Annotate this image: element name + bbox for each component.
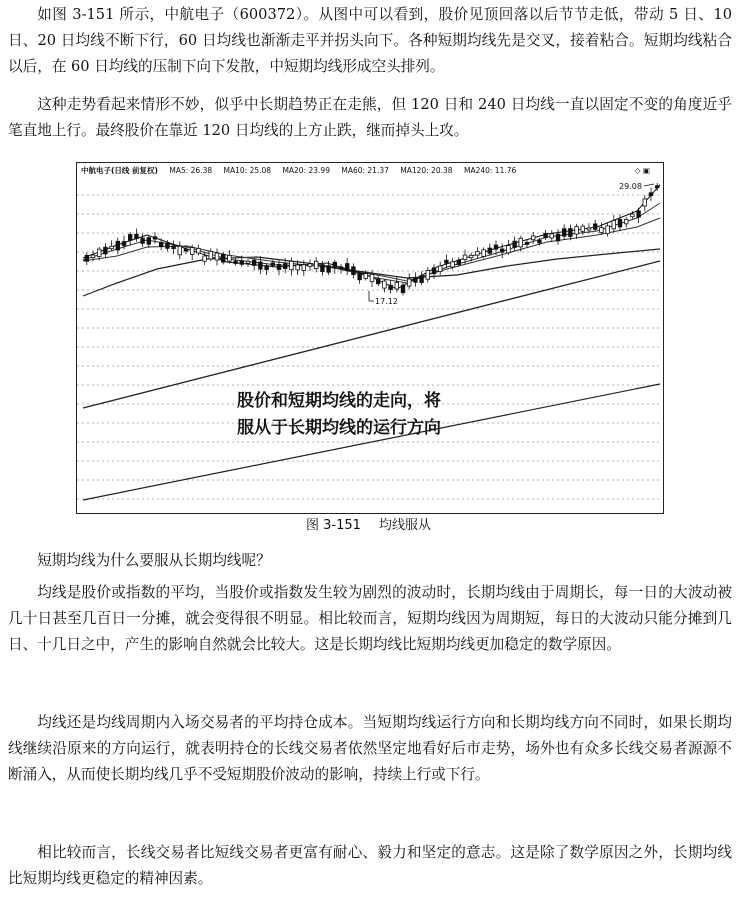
candle-body: [314, 261, 318, 268]
candle-body: [147, 238, 151, 245]
figure-number: 图 3-151: [306, 518, 361, 533]
candle-body: [203, 256, 207, 261]
ma5-readout: MA5: 26.38: [169, 166, 213, 175]
candle-body: [643, 199, 647, 206]
candle-body: [445, 260, 449, 263]
candle-body: [407, 279, 411, 286]
candle-body: [302, 265, 306, 271]
candle-body: [507, 246, 511, 253]
candle-body: [184, 249, 188, 251]
candle-body: [612, 221, 616, 229]
candle-body: [352, 267, 356, 275]
candle-body: [172, 246, 176, 249]
candle-body: [457, 260, 461, 264]
candle-body: [308, 264, 312, 267]
candle-body: [85, 255, 89, 261]
candle-body: [383, 281, 387, 288]
candle-body: [290, 261, 294, 269]
candle-body: [265, 266, 269, 270]
candle-body: [488, 248, 492, 253]
candle-body: [296, 265, 300, 270]
candle-body: [500, 249, 504, 252]
chart-plot: [77, 163, 662, 512]
candle-body: [593, 224, 597, 229]
candle-body: [631, 214, 635, 217]
candle-body: [339, 267, 343, 269]
candle-body: [221, 254, 225, 262]
candle-body: [228, 255, 232, 261]
candle-body: [159, 242, 163, 246]
candle-body: [240, 261, 244, 265]
candle-body: [550, 234, 554, 238]
candle-body: [333, 262, 337, 268]
candle-body: [544, 233, 548, 237]
candle-body: [531, 236, 535, 240]
candle-body: [655, 186, 659, 188]
candle-body: [91, 255, 95, 258]
candle-body: [513, 241, 517, 247]
candle-body: [141, 238, 145, 243]
candle-body: [197, 248, 201, 253]
paragraph-intro: 如图 3-151 所示，中航电子（600372）。从图中可以看到，股价见顶回落以后节节走低，带动 5 日、10 日、20 日均线不断下行，60 日均线也渐渐走平并拐头向下。各种短期均线先是交叉，接着粘合。短期均线粘合以后，在 60 日均线的压制下向下发散，中短期均线形成空头排列。: [8, 6, 732, 75]
candle-body: [128, 234, 132, 240]
chart-header: [77, 163, 663, 179]
candle-body: [562, 229, 566, 236]
candle-body: [178, 246, 182, 254]
paragraph-question: 短期均线为什么要服从长期均线呢？: [37, 552, 271, 569]
candle-body: [271, 263, 275, 265]
high-price-pointer: [644, 184, 654, 186]
candle-body: [637, 211, 641, 217]
candle-body: [438, 266, 442, 272]
candle-body: [376, 279, 380, 284]
candle-body: [525, 242, 529, 244]
high-price-label: 29.08: [619, 182, 642, 191]
candle-body: [476, 251, 480, 255]
paragraph-cost-reason: 均线还是均线周期内入场交易者的平均持仓成本。当短期均线运行方向和长期均线方向不同时，如果长期均线继续沿原来的方向运行，就表明持仓的长线交易者依然坚定地看好后市走势，场外也有众多长线交易者源源不断涌入，从而使长期均线几乎不受短期股价波动的影响，持续上行或下行。: [8, 714, 732, 783]
ma60-line: [83, 249, 660, 296]
ma20-readout: MA20: 23.99: [282, 166, 330, 175]
candle-body: [395, 283, 399, 289]
candle-body: [358, 274, 362, 280]
ma10-readout: MA10: 25.08: [223, 166, 272, 175]
candle-body: [252, 260, 256, 265]
chart-figure: [76, 162, 664, 514]
candle-body: [569, 229, 573, 237]
candle-body: [104, 247, 108, 254]
candle-body: [283, 264, 287, 269]
candle-body: [600, 228, 604, 233]
ma120-line: [83, 261, 660, 408]
ma120-readout: MA120: 20.38: [400, 166, 453, 175]
candle-body: [426, 270, 430, 279]
ma20-line: [83, 218, 660, 281]
annotation-line-2: 服从于长期均线的运行方向: [237, 418, 441, 438]
candle-body: [215, 253, 219, 260]
ma240-readout: MA240: 11.76: [463, 166, 517, 175]
candle-body: [469, 255, 473, 257]
candle-body: [259, 262, 263, 269]
candle-body: [327, 266, 331, 273]
candle-body: [370, 274, 374, 281]
low-price-label: 17.12: [375, 297, 398, 306]
candle-body: [389, 285, 393, 289]
candle-body: [116, 241, 120, 250]
candle-body: [364, 274, 368, 279]
paragraph-spirit-reason: 相比较而言，长线交易者比短线交易者更富有耐心、毅力和坚定的意志。这是除了数学原因之外，长期均线比短期均线更稳定的精神因素。: [8, 844, 732, 887]
figure-title: 均线服从: [378, 518, 431, 533]
candle-body: [414, 278, 418, 282]
candle-body: [401, 285, 405, 293]
candle-body: [556, 234, 560, 241]
stock-name: 中航电子(日线 前复权): [81, 166, 158, 175]
candle-body: [519, 238, 523, 247]
annotation-line-1: 股价和短期均线的走向，将: [237, 391, 441, 411]
candle-body: [494, 245, 498, 249]
candle-body: [587, 228, 591, 230]
candle-body: [482, 250, 486, 257]
candle-body: [209, 251, 213, 259]
candle-body: [606, 226, 610, 234]
candle-body: [420, 276, 424, 283]
paragraph-trend: 这种走势看起来情形不妙，似乎中长期趋势正在走熊，但 120 日和 240 日均线一直以固定不变的角度近乎笔直地上行。最终股价在靠近 120 日均线的上方止跌，继而掉头上攻。: [8, 96, 732, 139]
candle-body: [277, 264, 281, 269]
candle-body: [451, 262, 455, 267]
candle-body: [624, 219, 628, 223]
candle-body: [234, 261, 238, 263]
candle-body: [246, 261, 250, 263]
candle-body: [345, 264, 349, 271]
chart-control-icons: ◇ ▣: [634, 166, 650, 175]
ma60-readout: MA60: 21.37: [341, 166, 389, 175]
candle-body: [135, 234, 139, 238]
candle-body: [463, 255, 467, 259]
paragraph-math-reason: 均线是股价或指数的平均，当股价或指数发生较为剧烈的波动时，长期均线由于周期长，每一日的大波动被几十日甚至几百日一分摊，就会变得很不明显。相比较而言，短期均线因为周期短，每日的大波动只能分摊到几日、十几日之中，产生的影响自然就会比较大。这是长期均线比短期均线更加稳定的数学原因。: [8, 584, 732, 653]
candle-body: [122, 242, 126, 246]
figure-caption: [0, 516, 737, 536]
candle-body: [153, 237, 157, 239]
candle-body: [321, 265, 325, 272]
candle-body: [581, 226, 585, 231]
candle-body: [649, 193, 653, 196]
candle-body: [110, 246, 114, 248]
candle-body: [538, 240, 542, 243]
candle-body: [618, 219, 622, 227]
candle-body: [432, 268, 436, 274]
candle-body: [166, 243, 170, 248]
candle-body: [575, 227, 579, 234]
candle-body: [97, 249, 101, 256]
candle-body: [190, 248, 194, 255]
